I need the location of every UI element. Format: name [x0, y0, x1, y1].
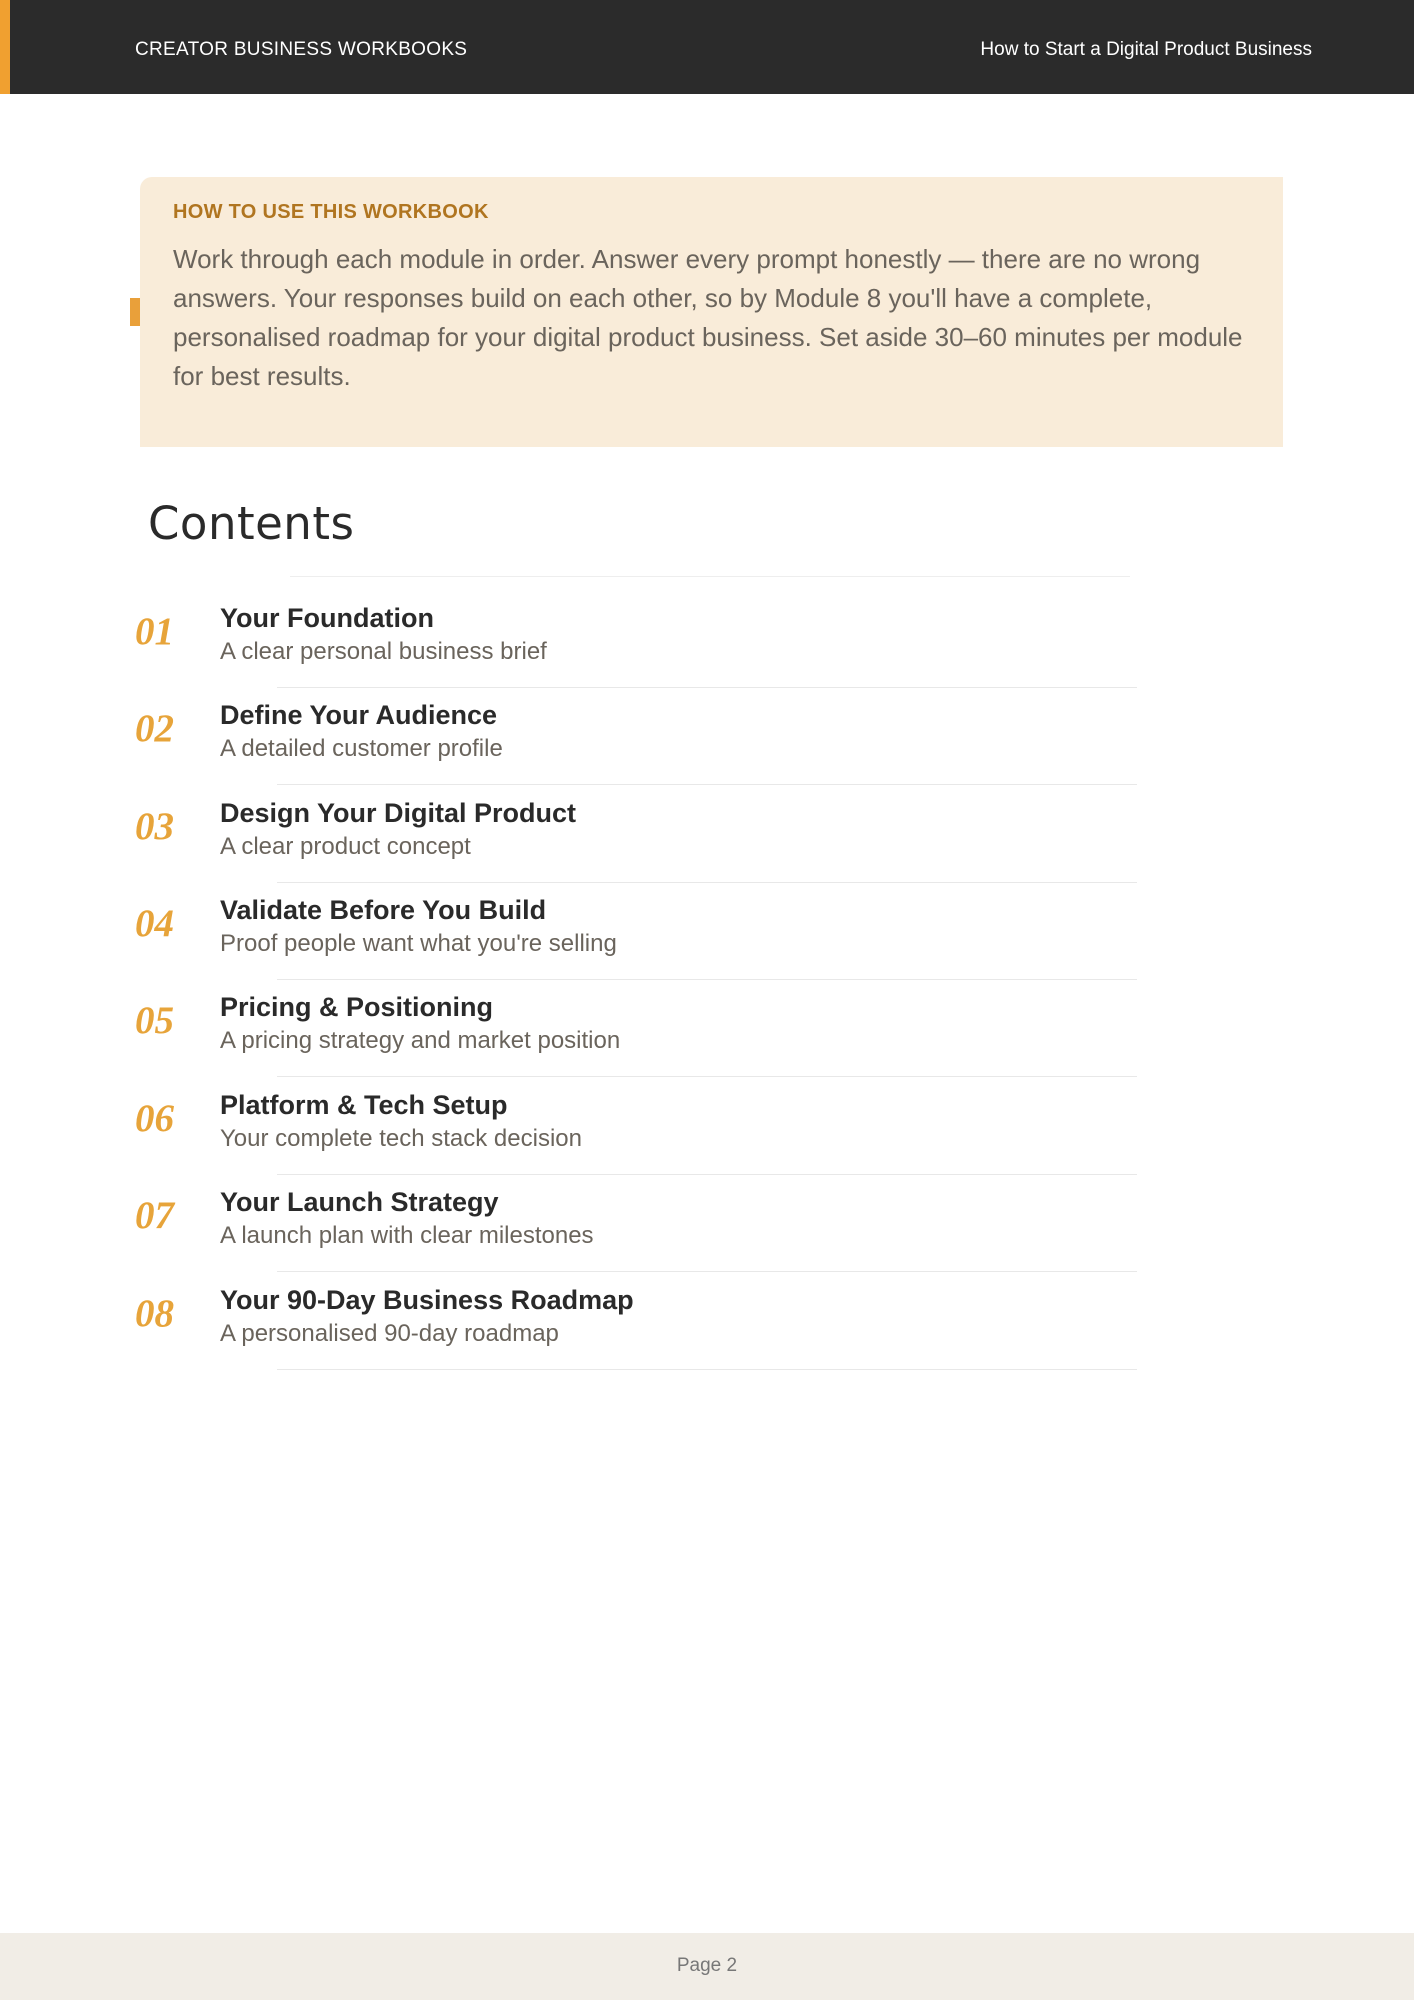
module-title: Your Foundation [220, 603, 434, 633]
divider [277, 784, 1137, 785]
module-title: Your Launch Strategy [220, 1187, 499, 1217]
divider [277, 979, 1137, 980]
toc-item[interactable] [0, 700, 1414, 797]
header-accent-bar [0, 0, 10, 94]
module-title: Pricing & Positioning [220, 992, 494, 1022]
how-to-use-callout [140, 177, 1283, 447]
toc-item[interactable] [0, 603, 1414, 700]
module-description: A pricing strategy and market position [220, 1027, 621, 1054]
page-number: Page 2 [676, 1955, 738, 1976]
divider [277, 1076, 1137, 1077]
callout-body: Work through each module in order. Answer every prompt honestly — there are no wrong answers. Your responses build on each other, so by Module 8 you'll have a complete, personalised roadmap for your digital product business. Set aside 30–60 minutes per module for best results. [173, 244, 1243, 391]
module-number: 08 [135, 1292, 174, 1335]
divider [277, 1174, 1137, 1175]
module-number: 05 [135, 999, 174, 1042]
module-title: Validate Before You Build [220, 895, 547, 925]
callout-marker [130, 298, 140, 326]
toc-item[interactable] [0, 992, 1414, 1089]
module-number: 03 [135, 805, 174, 848]
module-description: A clear product concept [220, 833, 471, 860]
module-title: Platform & Tech Setup [220, 1090, 508, 1120]
module-title: Your 90-Day Business Roadmap [220, 1285, 634, 1315]
module-number: 01 [135, 610, 174, 653]
module-description: A launch plan with clear milestones [220, 1222, 594, 1249]
module-description: A detailed customer profile [220, 735, 503, 762]
module-title: Design Your Digital Product [220, 798, 577, 828]
module-description: A personalised 90-day roadmap [220, 1320, 559, 1347]
module-number: 06 [135, 1097, 174, 1140]
toc-item[interactable] [0, 1090, 1414, 1187]
module-number: 04 [135, 902, 174, 945]
brand-name: CREATOR BUSINESS WORKBOOKS [135, 39, 468, 60]
toc-item[interactable] [0, 798, 1414, 895]
toc-item[interactable] [0, 895, 1414, 992]
module-description: Proof people want what you're selling [220, 930, 617, 957]
module-description: Your complete tech stack decision [220, 1125, 582, 1152]
document-title: How to Start a Digital Product Business [980, 39, 1312, 60]
divider [277, 1369, 1137, 1370]
page-footer [0, 1933, 1414, 2000]
contents-heading: Contents [148, 497, 355, 550]
module-number: 02 [135, 707, 174, 750]
toc-item[interactable] [0, 1285, 1414, 1382]
module-description: A clear personal business brief [220, 638, 547, 665]
divider [277, 687, 1137, 688]
page-header [0, 0, 1414, 94]
divider [277, 882, 1137, 883]
toc-item[interactable] [0, 1187, 1414, 1284]
module-title: Define Your Audience [220, 700, 498, 730]
callout-label: HOW TO USE THIS WORKBOOK [173, 201, 489, 223]
contents-divider [290, 576, 1130, 577]
divider [277, 1271, 1137, 1272]
module-number: 07 [135, 1194, 174, 1237]
